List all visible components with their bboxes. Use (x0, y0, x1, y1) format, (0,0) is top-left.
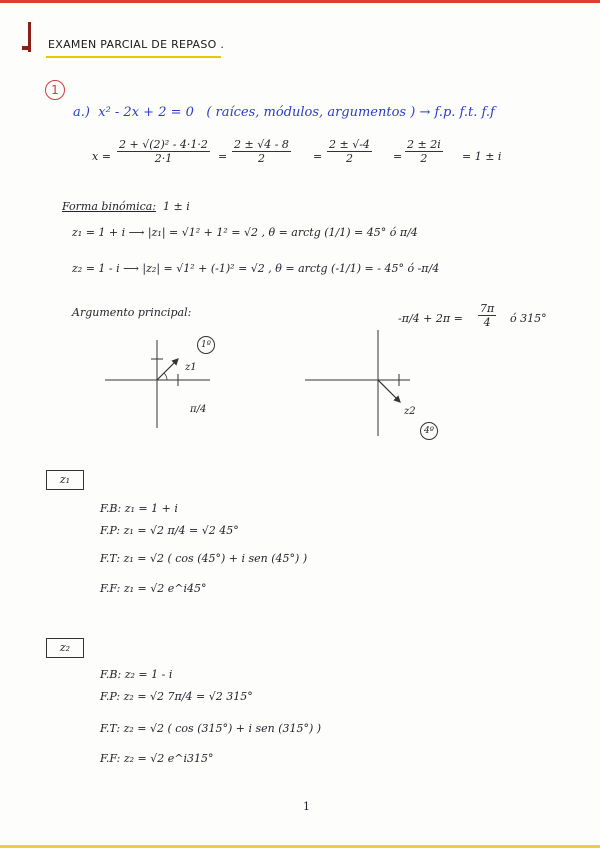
graph-2-quadrant: 4º (420, 422, 438, 440)
z1-binomial-form: F.B: z₁ = 1 + i (100, 502, 178, 515)
z1-trig-form: F.T: z₁ = √2 ( cos (45°) + i sen (45°) ) (100, 552, 308, 565)
part-a-targets: → f.p. f.t. f.f (419, 105, 495, 120)
graph-2-vector-label: z2 (404, 406, 416, 417)
z1-exp-form: F.F: z₁ = √2 e^i45° (100, 582, 207, 595)
solution-frac-2: $\frac{2 \pm √4 - 8}{2}$ (234, 138, 289, 165)
part-a-request: ( raíces, módulos, argumentos ) (206, 105, 416, 120)
z2-box-label: z₂ (46, 638, 84, 658)
solution-x: x = (92, 150, 111, 163)
page-title: EXAMEN PARCIAL DE REPASO . (48, 38, 225, 51)
z1-box-label: z₁ (46, 470, 84, 490)
solution-frac-4: $\frac{2 \pm 2i}{2}$ (407, 138, 441, 165)
binomial-value: 1 ± i (163, 200, 190, 213)
binomial-label: Forma binómica: (62, 200, 157, 213)
principal-fraction: $\frac{7\pi}{4}$ (480, 302, 495, 329)
principal-tail: ó 315° (510, 312, 547, 325)
part-a-label: a.) (73, 105, 90, 120)
notebook-page: EXAMEN PARCIAL DE REPASO . 1 a.) x² - 2x + 2 = 0 ( raíces, módulos, argumentos ) → f.p. f.t. f.f x = $\frac{\text{2 + √(2)² - 4·1·2}}{2\cdot 1}$ = $\frac{2 \pm √4 - 8}{2}$ = $\frac{2 \pm √-4}{2}$ = $\frac{2 \pm 2i}{2}$ = 1 ± i Forma binómica: 1 ± i z₁ = 1 + i ⟶ |z₁| = √1² + 1² = √2 , θ = arctg (1/1) = 45° ó π/4 z₂ = 1 - i ⟶ |z₂| = √1² + (-1)² = √2 , θ = arctg (-1/1) = - 45° ó -π/4 Argumento principal: -π/4 + 2π = $\frac{7\pi}{4}$ ó 315° 1º z1 π/4 4º z2 z₁ F.B: z₁ = 1 + i F.P: z₁ = √2 π/4 = √2 45° F.T: z₁ = √2 ( cos (45°) + i sen (45°) ) F.F: z₁ = √2 e^i45° z₂ F.B: z₂ = 1 - i F.P: z₂ = √2 7π/4 = √2 315° F.T: z₂ = √2 ( cos (315°) + i sen (315°) ) F.F: z₂ = √2 e^i315° 1 (0, 0, 600, 848)
z2-trig-form: F.T: z₂ = √2 ( cos (315°) + i sen (315°) ) (100, 722, 322, 735)
part-a-equation: x² - 2x + 2 = 0 (98, 105, 194, 120)
page-number: 1 (303, 800, 310, 813)
graph-1-vector-label: z1 (185, 362, 197, 373)
graph-1-quadrant: 1º (197, 336, 215, 354)
z1-polar-form: F.P: z₁ = √2 π/4 = √2 45° (100, 524, 239, 537)
z2-polar-form: F.P: z₂ = √2 7π/4 = √2 315° (100, 690, 253, 703)
principal-label: Argumento principal: (72, 306, 192, 319)
solution-frac-3: $\frac{2 \pm √-4}{2}$ (329, 138, 370, 165)
graph-1-angle: π/4 (190, 404, 207, 415)
exercise-number: 1 (45, 80, 65, 100)
principal-formula: -π/4 + 2π = (398, 312, 463, 325)
z2-modulus-line: z₂ = 1 - i ⟶ |z₂| = √1² + (-1)² = √2 , θ = arctg (-1/1) = - 45° ó -π/4 (72, 262, 440, 275)
graph-2 (305, 330, 410, 436)
solution-frac-1: $\frac{\text{2 + √(2)² - 4·1·2}}{2\cdot 1}$ (119, 138, 208, 165)
z2-binomial-form: F.B: z₂ = 1 - i (100, 668, 173, 681)
solution-result: = 1 ± i (462, 150, 502, 163)
z1-modulus-line: z₁ = 1 + i ⟶ |z₁| = √1² + 1² = √2 , θ = arctg (1/1) = 45° ó π/4 (72, 226, 418, 239)
z2-exp-form: F.F: z₂ = √2 e^i315° (100, 752, 214, 765)
